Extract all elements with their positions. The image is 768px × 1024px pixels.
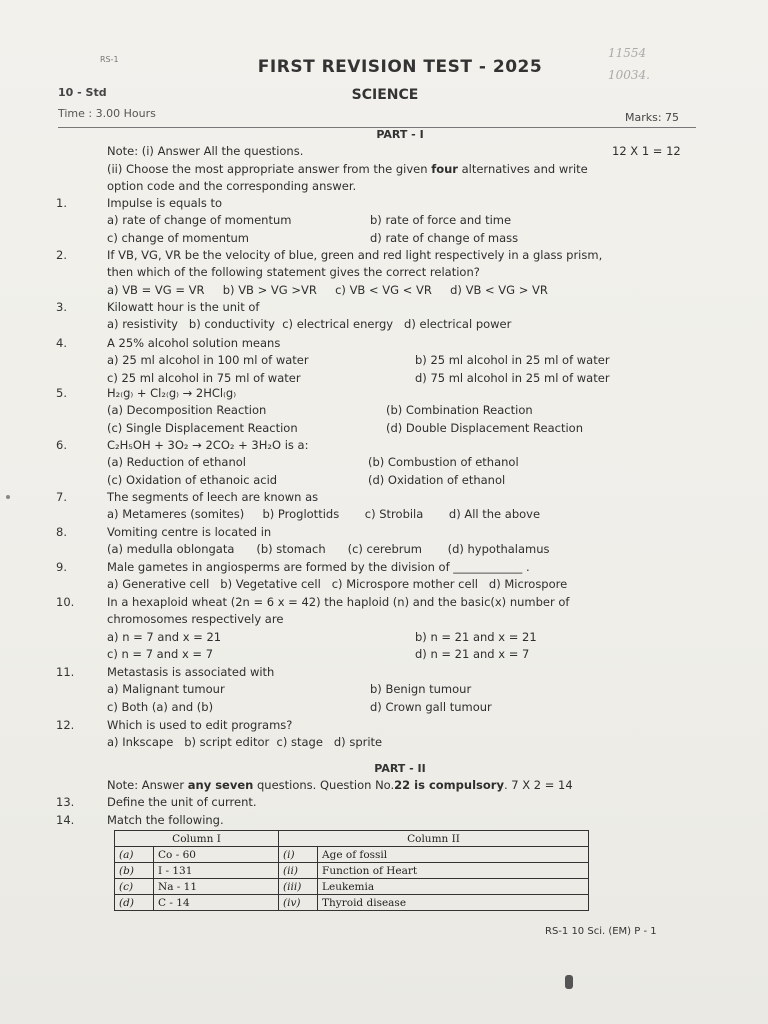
- part-2-note: Note: Answer any seven questions. Question No.22 is compulsory. 7 X 2 = 14: [107, 778, 573, 792]
- column-1-header: Column I: [115, 831, 279, 847]
- answer-option: c) n = 7 and x = 7: [107, 646, 214, 661]
- answer-option: (b) Combustion of ethanol: [368, 455, 519, 470]
- part-2-heading: PART - II: [374, 762, 426, 775]
- answer-option: (c) Single Displacement Reaction: [107, 420, 298, 435]
- answer-option: b) rate of force and time: [370, 213, 512, 228]
- table-row: (d) C - 14 (iv) Thyroid disease: [115, 895, 589, 911]
- question-number: 13.: [56, 795, 75, 809]
- time-label: Time : 3.00 Hours: [58, 107, 156, 120]
- part-1-note-3: option code and the corresponding answer.: [107, 179, 357, 193]
- match-table: [114, 830, 589, 911]
- answer-option: (a) Decomposition Reaction: [107, 403, 267, 418]
- answer-option: (d) Double Displacement Reaction: [386, 420, 583, 435]
- handwritten-note: 11554 10034.: [608, 46, 650, 82]
- speck: [565, 975, 573, 989]
- answer-option: a) Malignant tumour: [107, 682, 225, 697]
- answer-option: (d) Oxidation of ethanol: [368, 472, 506, 487]
- question-number: 5.: [56, 386, 67, 400]
- question-text: C₂H₅OH + 3O₂ → 2CO₂ + 3H₂O is a:: [107, 438, 309, 452]
- paper-code: RS-1: [100, 55, 119, 64]
- speck: [6, 495, 10, 499]
- answer-options: a) resistivity b) conductivity c) electrical energy d) electrical power: [107, 317, 512, 332]
- question-number: 8.: [56, 525, 67, 539]
- question-number: 3.: [56, 300, 67, 314]
- answer-option: d) n = 21 and x = 7: [415, 646, 530, 661]
- answer-option: a) n = 7 and x = 21: [107, 629, 222, 644]
- answer-option: a) rate of change of momentum: [107, 213, 292, 228]
- answer-option: b) n = 21 and x = 21: [415, 629, 537, 644]
- answer-option: c) 25 ml alcohol in 75 ml of water: [107, 370, 301, 385]
- question-text: Kilowatt hour is the unit of: [107, 300, 260, 314]
- answer-option: b) 25 ml alcohol in 25 ml of water: [415, 353, 610, 368]
- answer-option: a) 25 ml alcohol in 100 ml of water: [107, 353, 309, 368]
- question-text: Male gametes in angiosperms are formed by the division of ____________ .: [107, 560, 530, 574]
- question-text: If VB, VG, VR be the velocity of blue, green and red light respectively in a glass prism,: [107, 248, 603, 262]
- question-text: H₂₍g₎ + Cl₂₍g₎ → 2HCl₍g₎: [107, 386, 237, 400]
- marks-label: Marks: 75: [625, 111, 680, 124]
- question-text: then which of the following statement gives the correct relation?: [107, 265, 480, 280]
- answer-options: (a) medulla oblongata (b) stomach (c) cerebrum (d) hypothalamus: [107, 542, 550, 557]
- answer-option: (c) Oxidation of ethanoic acid: [107, 472, 278, 487]
- question-text: Which is used to edit programs?: [107, 718, 293, 732]
- question-text: Vomiting centre is located in: [107, 525, 272, 539]
- answer-option: d) Crown gall tumour: [370, 699, 492, 714]
- part-1-heading: PART - I: [376, 128, 424, 141]
- answer-option: b) Benign tumour: [370, 682, 472, 697]
- table-row: (a) Co - 60 (i) Age of fossil: [115, 847, 589, 863]
- question-text: A 25% alcohol solution means: [107, 336, 281, 350]
- answer-option: d) 75 ml alcohol in 25 ml of water: [415, 370, 610, 385]
- question-text: chromosomes respectively are: [107, 612, 284, 627]
- table-row: (b) I - 131 (ii) Function of Heart: [115, 863, 589, 879]
- table-row: (c) Na - 11 (iii) Leukemia: [115, 879, 589, 895]
- question-number: 10.: [56, 595, 75, 609]
- question-number: 7.: [56, 490, 67, 504]
- question-14-text: Match the following.: [107, 813, 224, 827]
- question-number: 2.: [56, 248, 67, 262]
- question-text: Impulse is equals to: [107, 196, 223, 210]
- question-text: Metastasis is associated with: [107, 665, 275, 679]
- answer-option: c) Both (a) and (b): [107, 699, 214, 714]
- answer-option: c) change of momentum: [107, 230, 249, 245]
- question-number: 6.: [56, 438, 67, 452]
- answer-options: a) Inkscape b) script editor c) stage d) sprite: [107, 735, 383, 750]
- question-number: 1.: [56, 196, 67, 210]
- match-table-header: [115, 831, 589, 847]
- part-1-note-1: Note: (i) Answer All the questions.: [107, 144, 304, 158]
- question-number: 9.: [56, 560, 67, 574]
- answer-option: d) rate of change of mass: [370, 230, 519, 245]
- part-1-marks: 12 X 1 = 12: [612, 144, 681, 158]
- answer-option: (b) Combination Reaction: [386, 403, 533, 418]
- answer-options: a) Metameres (somites) b) Proglottids c) Strobila d) All the above: [107, 507, 541, 522]
- question-number: 14.: [56, 813, 75, 827]
- answer-options: a) Generative cell b) Vegetative cell c) Microspore mother cell d) Microspore: [107, 577, 568, 592]
- question-number: 11.: [56, 665, 75, 679]
- page-footer: RS-1 10 Sci. (EM) P - 1: [545, 926, 657, 937]
- question-text: In a hexaploid wheat (2n = 6 x = 42) the haploid (n) and the basic(x) number of: [107, 595, 570, 609]
- standard-label: 10 - Std: [58, 86, 107, 99]
- exam-title: FIRST REVISION TEST - 2025: [257, 57, 543, 77]
- subject-title: SCIENCE: [351, 87, 419, 103]
- part-1-note-2: (ii) Choose the most appropriate answer from the given four alternatives and write: [107, 162, 588, 176]
- question-13-text: Define the unit of current.: [107, 795, 257, 809]
- question-text: The segments of leech are known as: [107, 490, 319, 504]
- answer-options: a) VB = VG = VR b) VB > VG >VR c) VB < VG < VR d) VB < VG > VR: [107, 282, 548, 297]
- question-number: 4.: [56, 336, 67, 350]
- answer-option: (a) Reduction of ethanol: [107, 455, 246, 470]
- question-number: 12.: [56, 718, 75, 732]
- column-2-header: Column II: [279, 831, 589, 847]
